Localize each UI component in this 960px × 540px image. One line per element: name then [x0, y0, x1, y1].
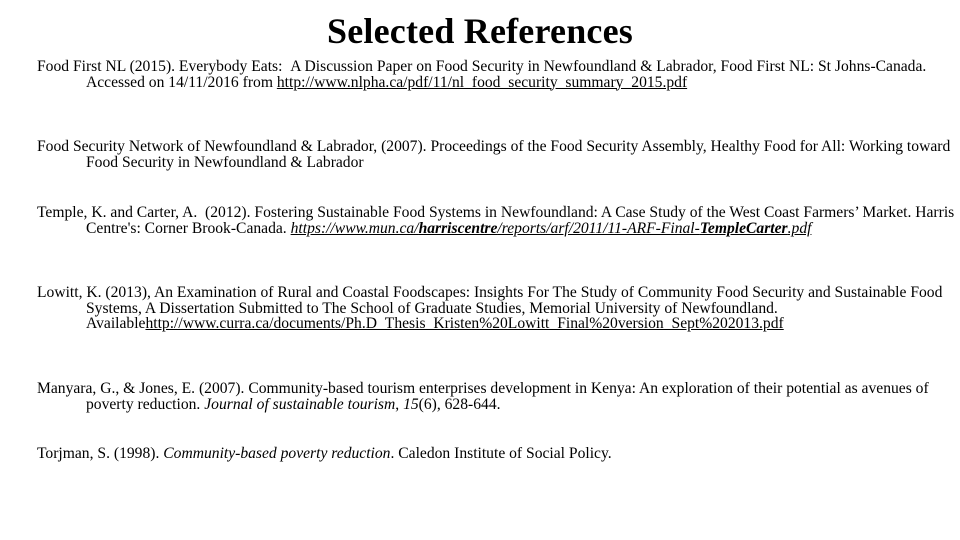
reference-5-separator: ,	[395, 395, 404, 413]
reference-1-text: Food First NL (2015). Everybody Eats: A Discussion Paper on Food Security in Newfoundland & Labrador, Food First NL: St Johns-Canada. Accessed on 14/11/2016 from	[37, 58, 927, 91]
reference-6-text: Torjman, S. (1998).	[37, 445, 160, 462]
reference-4-link[interactable]: http://www.curra.ca/documents/Ph.D_Thesis_Kristen%20Lowitt_Final%20version_Sept%202013.pdf	[145, 315, 784, 332]
reference-3-link-part-a: https://www.mun.ca/	[290, 219, 419, 237]
reference-5	[37, 381, 960, 412]
reference-3-link-part-e: .pdf	[787, 219, 812, 237]
reference-3-link-part-b: harriscentre	[418, 219, 498, 237]
reference-4-text: Lowitt, K. (2013), An Examination of Rural and Coastal Foodscapes: Insights For The Study of Community Food Security and Sustainable Food Systems, A Dissertation Submitted to The School of Graduate Studies, Memorial University of Newfoundland.	[37, 284, 943, 317]
reference-3-link[interactable]	[291, 220, 812, 237]
reference-2	[37, 139, 960, 170]
reference-5-text: Manyara, G., & Jones, E. (2007). Community-based tourism enterprises development in Kenya: An exploration of their potential as avenues of poverty reduction.	[37, 380, 929, 413]
reference-4-available: Available	[86, 315, 146, 332]
reference-3	[37, 205, 960, 236]
page-title: Selected References	[327, 11, 633, 51]
reference-3-text: Temple, K. and Carter, A. (2012). Fostering Sustainable Food Systems in Newfoundland: A Case Study of the West Coast Farmers’ Market. Harris Centre's: Corner Brook-Canada.	[37, 204, 955, 237]
reference-2-text: Food Security Network of Newfoundland & Labrador, (2007). Proceedings of the Food Security Assembly, Healthy Food for All: Working toward Food Security in Newfoundland & Labrador	[37, 138, 951, 171]
reference-3-link-part-d: TempleCarter	[699, 219, 788, 237]
reference-3-link-part-c: /reports/arf/2011/11-ARF-Final-	[497, 219, 700, 237]
reference-1-link[interactable]: http://www.nlpha.ca/pdf/11/nl_food_security_summary_2015.pdf	[276, 73, 688, 91]
reference-6	[37, 446, 960, 462]
reference-6-publisher: . Caledon Institute of Social Policy.	[390, 445, 612, 462]
reference-5-pages: (6), 628-644.	[418, 395, 501, 413]
reference-5-volume: 15	[403, 395, 419, 413]
reference-5-journal: Journal of sustainable tourism	[204, 395, 396, 413]
reference-1	[37, 59, 960, 90]
reference-4	[37, 285, 960, 332]
reference-6-book: Community-based poverty reduction	[163, 445, 391, 462]
